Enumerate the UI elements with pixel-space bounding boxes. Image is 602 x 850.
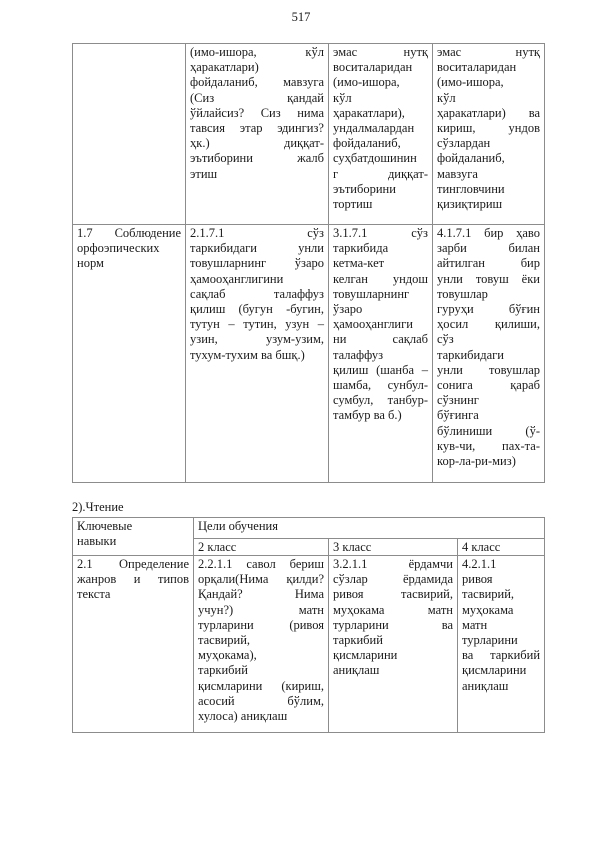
- text-line: ҳамооҳанглигини: [190, 271, 284, 286]
- text-line: унли товуш ёки: [437, 271, 540, 286]
- text-line: тингловчини: [437, 181, 505, 196]
- text-line: норм: [77, 256, 104, 271]
- text-line: (Сиз қандай: [190, 90, 324, 105]
- grade3-header: 3 класс: [329, 539, 458, 556]
- key-skills-header: [73, 518, 194, 556]
- text-line: қисмларини: [462, 663, 527, 678]
- text-line: Қандай? Нима: [198, 587, 324, 602]
- text-line: навыки: [77, 534, 117, 549]
- text-line: фойдаланиб,: [437, 151, 505, 166]
- text-line: мавзуга: [437, 166, 478, 181]
- section-title: 2).Чтение: [72, 500, 124, 514]
- text-line: матн: [462, 617, 488, 632]
- text-line: сонига қараб: [437, 378, 540, 393]
- text-line: сўзлар ёрдамида: [333, 572, 453, 587]
- text-line: 4.1.7.1 бир ҳаво: [437, 226, 540, 240]
- table-row: [73, 556, 545, 733]
- text-line: унли товушлар: [437, 362, 540, 377]
- text-line: ҳаракатлари): [190, 60, 259, 75]
- text-line: таркибидаги унли: [190, 241, 324, 256]
- text-line: таркибидаги: [437, 347, 504, 362]
- text-line: муҳокама: [462, 602, 514, 617]
- table-row: [73, 225, 545, 483]
- skill-cell: [73, 225, 186, 483]
- grade4-cell: [433, 225, 545, 483]
- skill-cell: [73, 44, 186, 225]
- skill-cell: [73, 556, 194, 733]
- text-line: кўл: [333, 90, 352, 105]
- text-line: 3.2.1.1 ёрдамчи: [333, 557, 453, 571]
- grade2-cell: [186, 44, 329, 225]
- text-line: 2.2.1.1 савол бериш: [198, 557, 324, 571]
- text-line: ривоя тасвирий,: [333, 587, 453, 602]
- text-line: жанров и типов: [77, 572, 189, 587]
- text-line: орқали(Нима қилди?: [198, 572, 324, 587]
- text-line: 3.1.7.1 сўз: [333, 226, 428, 240]
- table-row: [73, 44, 545, 225]
- text-line: бўғинга: [437, 408, 479, 423]
- grade3-cell: [329, 556, 458, 733]
- text-line: муҳокама матн: [333, 602, 453, 617]
- text-line: асосий бўлим,: [198, 693, 324, 708]
- text-line: Ключевые: [77, 519, 133, 533]
- text-line: (имо-ишора,: [333, 75, 400, 90]
- text-line: товушлар: [437, 286, 488, 301]
- text-line: гуруҳи бўғин: [437, 302, 540, 317]
- text-line: г диққат-: [333, 166, 428, 181]
- text-line: воситаларидан: [437, 60, 517, 75]
- text-line: этиш: [190, 166, 218, 181]
- text-line: шамба, сунбул-: [333, 378, 428, 393]
- text-line: турларини: [462, 633, 518, 648]
- text-line: кетма-кет: [333, 256, 385, 271]
- text-line: фойдаланиб,: [333, 136, 401, 151]
- reading-skills-table: [72, 517, 545, 733]
- grade2-header: 2 класс: [194, 539, 329, 556]
- text-line: сўзнинг: [437, 393, 479, 408]
- text-line: сўз: [437, 332, 454, 347]
- text-line: талаффуз: [333, 347, 384, 362]
- text-line: воситаларидан: [333, 60, 413, 75]
- text-line: ҳаракатлари),: [333, 105, 405, 120]
- text-line: узин, узум-узим,: [190, 332, 324, 347]
- text-line: товушларнинг ўзаро: [190, 256, 324, 271]
- text-line: қилиш (шанба –: [333, 362, 428, 377]
- text-line: тавсия этар эдингиз?: [190, 121, 324, 136]
- text-line: аниқлаш: [462, 678, 509, 693]
- text-line: текста: [77, 587, 111, 602]
- text-line: ни сақлаб: [333, 332, 428, 347]
- text-line: зарби билан: [437, 241, 540, 256]
- text-line: таркибий: [333, 633, 383, 648]
- text-line: эмас нутқ: [333, 45, 428, 59]
- text-line: бўлиниши (ў-: [437, 423, 540, 438]
- text-line: тамбур ва б.): [333, 408, 402, 423]
- text-line: ва таркибий: [462, 648, 541, 663]
- text-line: таркибий: [198, 663, 248, 678]
- text-line: кор-ла-ри-миз): [437, 454, 516, 469]
- text-line: ривоя: [462, 572, 493, 587]
- text-line: ўйлайсиз? Сиз нима: [190, 105, 324, 120]
- text-line: сумбул, танбур-: [333, 393, 428, 408]
- text-line: қилиш (бугун -бугин,: [190, 302, 324, 317]
- text-line: тасвирий,: [198, 633, 251, 648]
- text-line: 4.2.1.1: [462, 557, 497, 571]
- text-line: 1.7 Соблюдение: [77, 226, 181, 240]
- text-line: кув-чи, пах-та-: [437, 438, 540, 453]
- header-row: [73, 518, 545, 539]
- text-line: айтилган бир: [437, 256, 540, 271]
- text-line: кириш, ундов: [437, 121, 540, 136]
- text-line: тортиш: [333, 197, 373, 212]
- text-line: ундалмалардан: [333, 121, 415, 136]
- text-line: сўзлардан: [437, 136, 491, 151]
- text-line: ҳамооҳанглиги: [333, 317, 413, 332]
- text-line: ҳаракатлари) ва: [437, 105, 540, 120]
- text-line: қисмларини (кириш,: [198, 678, 324, 693]
- text-line: товушларнинг: [333, 286, 410, 301]
- text-line: (имо-ишора, кўл: [190, 45, 324, 59]
- grade3-cell: [329, 44, 433, 225]
- text-line: ўзаро: [333, 302, 363, 317]
- text-line: эмас нутқ: [437, 45, 540, 59]
- text-line: тутун – тутин, узун –: [190, 317, 324, 332]
- text-line: орфоэпических: [77, 241, 160, 256]
- text-line: аниқлаш: [333, 663, 380, 678]
- grade2-cell: [194, 556, 329, 733]
- text-line: эътиборини: [333, 181, 396, 196]
- grade4-cell: [433, 44, 545, 225]
- grade4-header: 4 класс: [458, 539, 545, 556]
- text-line: тасвирий,: [462, 587, 515, 602]
- text-line: турларини (ривоя: [198, 617, 324, 632]
- grade4-cell: [458, 556, 545, 733]
- learning-goals-header: Цели обучения: [194, 518, 545, 539]
- text-line: ҳосил қилиши,: [437, 317, 540, 332]
- text-line: сақлаб талаффуз: [190, 286, 324, 301]
- grade2-cell: [186, 225, 329, 483]
- text-line: таркибида: [333, 241, 389, 256]
- text-line: келган ундош: [333, 271, 428, 286]
- text-line: учун?) матн: [198, 602, 324, 617]
- text-line: 2.1.7.1 сўз: [190, 226, 324, 240]
- text-line: кўл: [437, 90, 456, 105]
- text-line: суҳбатдошинин: [333, 151, 417, 166]
- skills-table-continued: [72, 43, 545, 483]
- text-line: хулоса) аниқлаш: [198, 709, 288, 724]
- text-line: 2.1 Определение: [77, 557, 189, 571]
- text-line: тухум-тухим ва бшқ.): [190, 347, 305, 362]
- text-line: қисмларини: [333, 648, 398, 663]
- text-line: ҳк.) диққат-: [190, 136, 324, 151]
- text-line: (имо-ишора,: [437, 75, 504, 90]
- grade3-cell: [329, 225, 433, 483]
- text-line: фойдаланиб, мавзуга: [190, 75, 324, 90]
- text-line: муҳокама),: [198, 648, 257, 663]
- text-line: эътиборини жалб: [190, 151, 324, 166]
- text-line: қизиқтириш: [437, 197, 503, 212]
- text-line: турларини ва: [333, 617, 453, 632]
- page-number: 517: [291, 10, 311, 24]
